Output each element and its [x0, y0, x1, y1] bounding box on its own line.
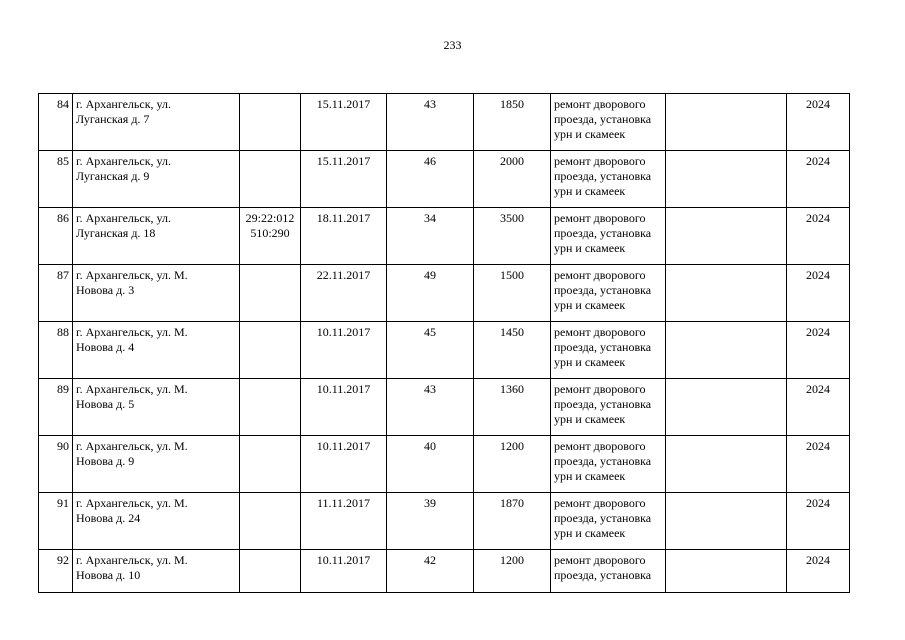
- cell-work-type-line: ремонт дворового: [554, 268, 646, 282]
- cell-address: [73, 151, 240, 208]
- cell-address-line: г. Архангельск, ул. М.: [76, 268, 188, 282]
- cell-extra: [666, 151, 787, 208]
- cell-address-line: Нoвова д. 3: [76, 283, 135, 297]
- cell-work-type-line: проезда, установка: [554, 283, 652, 297]
- cell-extra: [666, 436, 787, 493]
- cell-address-line: Нoвова д. 4: [76, 340, 135, 354]
- cell-cadastral-number: [240, 379, 301, 436]
- cell-work-type-line: ремонт дворового: [554, 439, 646, 453]
- cell-value-a: 49: [387, 265, 474, 322]
- table-row: [39, 208, 850, 265]
- cell-number: 92: [39, 550, 73, 593]
- cell-work-type-line: ремонт дворового: [554, 211, 646, 225]
- cell-work-type-line: ремонт дворового: [554, 382, 646, 396]
- cell-year: 2024: [787, 436, 850, 493]
- cell-address-line: г. Архангельск, ул. М.: [76, 439, 188, 453]
- cell-value-a: 40: [387, 436, 474, 493]
- cell-work-type-line: урн и скамеек: [554, 184, 626, 198]
- cell-number: 88: [39, 322, 73, 379]
- cell-work-type: [551, 322, 666, 379]
- table-row: [39, 265, 850, 322]
- cell-number: 90: [39, 436, 73, 493]
- cell-work-type-line: урн и скамеек: [554, 127, 626, 141]
- cell-date: 18.11.2017: [301, 208, 387, 265]
- cell-work-type-line: урн и скамеек: [554, 526, 626, 540]
- cell-value-b: 1200: [474, 550, 551, 593]
- cell-cadastral-number-line: 29:22:012: [245, 211, 295, 225]
- cell-work-type-line: урн и скамеек: [554, 469, 626, 483]
- cell-year: 2024: [787, 550, 850, 593]
- page-number: 233: [443, 38, 462, 52]
- cell-value-b: 1500: [474, 265, 551, 322]
- cell-work-type-line: ремонт дворового: [554, 154, 646, 168]
- cell-extra: [666, 265, 787, 322]
- cell-date: 11.11.2017: [301, 493, 387, 550]
- cell-extra: [666, 379, 787, 436]
- cell-extra: [666, 550, 787, 593]
- cell-date: 10.11.2017: [301, 379, 387, 436]
- cell-address-line: г. Архангельск, ул.: [76, 211, 171, 225]
- cell-date: 15.11.2017: [301, 151, 387, 208]
- cell-address: [73, 436, 240, 493]
- cell-cadastral-number: [240, 94, 301, 151]
- cell-year: 2024: [787, 322, 850, 379]
- cell-value-a: 43: [387, 379, 474, 436]
- cell-extra: [666, 94, 787, 151]
- cell-value-a: 34: [387, 208, 474, 265]
- cell-work-type-line: проезда, установка: [554, 511, 652, 525]
- cell-work-type-line: урн и скамеек: [554, 298, 626, 312]
- cell-address-line: г. Архангельск, ул. М.: [76, 325, 188, 339]
- cell-number: 91: [39, 493, 73, 550]
- cell-cadastral-number: [240, 493, 301, 550]
- cell-address: [73, 208, 240, 265]
- cell-work-type-line: урн и скамеек: [554, 241, 626, 255]
- cell-value-b: 1450: [474, 322, 551, 379]
- cell-address-line: Нoвова д. 10: [76, 568, 141, 582]
- cell-value-a: 43: [387, 94, 474, 151]
- cell-work-type-line: проезда, установка: [554, 340, 652, 354]
- table-row: [39, 550, 850, 593]
- cell-work-type-line: проезда, установка: [554, 568, 652, 582]
- cell-cadastral-number: [240, 265, 301, 322]
- cell-value-a: 45: [387, 322, 474, 379]
- cell-work-type-line: урн и скамеек: [554, 412, 626, 426]
- cell-value-a: 46: [387, 151, 474, 208]
- cell-address-line: Нoвова д. 24: [76, 511, 141, 525]
- cell-work-type-line: урн и скамеек: [554, 355, 626, 369]
- cell-work-type: [551, 265, 666, 322]
- cell-work-type-line: проезда, установка: [554, 454, 652, 468]
- cell-year: 2024: [787, 94, 850, 151]
- cell-cadastral-number: [240, 436, 301, 493]
- cell-number: 87: [39, 265, 73, 322]
- cell-number: 84: [39, 94, 73, 151]
- cell-work-type: [551, 151, 666, 208]
- cell-work-type-line: ремонт дворового: [554, 553, 646, 567]
- cell-number: 86: [39, 208, 73, 265]
- table-row: [39, 379, 850, 436]
- cell-work-type-line: проезда, установка: [554, 112, 652, 126]
- cell-address-line: г. Архангельск, ул.: [76, 97, 171, 111]
- cell-address-line: г. Архангельск, ул. М.: [76, 553, 188, 567]
- cell-year: 2024: [787, 379, 850, 436]
- cell-work-type-line: ремонт дворового: [554, 496, 646, 510]
- cell-work-type-line: проезда, установка: [554, 169, 652, 183]
- cell-value-b: 2000: [474, 151, 551, 208]
- table-row: [39, 94, 850, 151]
- cell-work-type: [551, 208, 666, 265]
- table-body: [39, 94, 850, 593]
- cell-work-type: [551, 493, 666, 550]
- cell-work-type: [551, 550, 666, 593]
- cell-extra: [666, 208, 787, 265]
- cell-address-line: г. Архангельск, ул. М.: [76, 382, 188, 396]
- cell-work-type: [551, 436, 666, 493]
- cell-address-line: Луганская д. 9: [76, 169, 150, 183]
- cell-address-line: г. Архангельск, ул.: [76, 154, 171, 168]
- cell-value-a: 39: [387, 493, 474, 550]
- cell-number: 89: [39, 379, 73, 436]
- cell-year: 2024: [787, 493, 850, 550]
- cell-address: [73, 322, 240, 379]
- cell-work-type: [551, 94, 666, 151]
- cell-cadastral-number: [240, 151, 301, 208]
- cell-cadastral-number: [240, 208, 301, 265]
- cell-date: 15.11.2017: [301, 94, 387, 151]
- cell-address: [73, 379, 240, 436]
- cell-date: 10.11.2017: [301, 436, 387, 493]
- cell-work-type-line: ремонт дворового: [554, 325, 646, 339]
- cell-year: 2024: [787, 265, 850, 322]
- cell-extra: [666, 493, 787, 550]
- cell-address-line: Луганская д. 7: [76, 112, 150, 126]
- cell-value-a: 42: [387, 550, 474, 593]
- cell-year: 2024: [787, 208, 850, 265]
- cell-cadastral-number: [240, 322, 301, 379]
- cell-year: 2024: [787, 151, 850, 208]
- cell-value-b: 1360: [474, 379, 551, 436]
- cell-address-line: г. Архангельск, ул. М.: [76, 496, 188, 510]
- cell-value-b: 1200: [474, 436, 551, 493]
- cell-work-type-line: проезда, установка: [554, 397, 652, 411]
- cell-address: [73, 94, 240, 151]
- cell-cadastral-number-line: 510:290: [250, 226, 290, 240]
- table-row: [39, 322, 850, 379]
- registry-table: [38, 93, 850, 593]
- cell-work-type-line: ремонт дворового: [554, 97, 646, 111]
- table-row: [39, 493, 850, 550]
- cell-date: 10.11.2017: [301, 322, 387, 379]
- cell-address: [73, 265, 240, 322]
- table-row: [39, 436, 850, 493]
- cell-address-line: Нoвова д. 5: [76, 397, 135, 411]
- cell-number: 85: [39, 151, 73, 208]
- cell-value-b: 1870: [474, 493, 551, 550]
- cell-value-b: 1850: [474, 94, 551, 151]
- cell-work-type: [551, 379, 666, 436]
- cell-value-b: 3500: [474, 208, 551, 265]
- cell-address-line: Луганская д. 18: [76, 226, 156, 240]
- cell-extra: [666, 322, 787, 379]
- cell-address-line: Нoвова д. 9: [76, 454, 135, 468]
- cell-date: 22.11.2017: [301, 265, 387, 322]
- cell-cadastral-number: [240, 550, 301, 593]
- cell-date: 10.11.2017: [301, 550, 387, 593]
- table-row: [39, 151, 850, 208]
- cell-address: [73, 493, 240, 550]
- cell-address: [73, 550, 240, 593]
- cell-work-type-line: проезда, установка: [554, 226, 652, 240]
